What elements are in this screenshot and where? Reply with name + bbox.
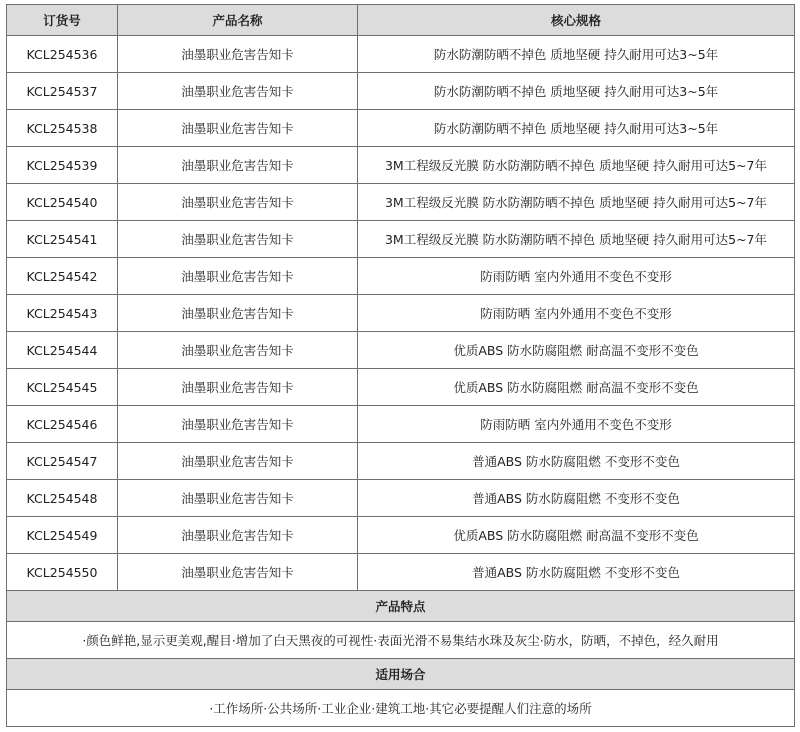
core-spec-cell: 普通ABS 防水防腐阻燃 不变形不变色 [358, 443, 795, 480]
core-spec-cell: 防雨防晒 室内外通用不变色不变形 [358, 258, 795, 295]
usage-header-row [7, 659, 795, 690]
order-number-cell: KCL254542 [7, 258, 118, 295]
features-title: 产品特点 [7, 591, 795, 622]
table-row [7, 554, 795, 591]
product-name-cell: 油墨职业危害告知卡 [118, 332, 358, 369]
product-name-cell: 油墨职业危害告知卡 [118, 554, 358, 591]
product-name-cell: 油墨职业危害告知卡 [118, 73, 358, 110]
table-row [7, 110, 795, 147]
order-number-cell: KCL254550 [7, 554, 118, 591]
header-order-number: 订货号 [7, 5, 118, 36]
table-row [7, 443, 795, 480]
table-header-row [7, 5, 795, 36]
product-name-cell: 油墨职业危害告知卡 [118, 369, 358, 406]
order-number-cell: KCL254538 [7, 110, 118, 147]
core-spec-cell: 普通ABS 防水防腐阻燃 不变形不变色 [358, 480, 795, 517]
header-product-name: 产品名称 [118, 5, 358, 36]
features-header-row [7, 591, 795, 622]
order-number-cell: KCL254544 [7, 332, 118, 369]
core-spec-cell: 普通ABS 防水防腐阻燃 不变形不变色 [358, 554, 795, 591]
table-row [7, 517, 795, 554]
table-row [7, 480, 795, 517]
product-name-cell: 油墨职业危害告知卡 [118, 110, 358, 147]
features-body-row [7, 622, 795, 659]
product-name-cell: 油墨职业危害告知卡 [118, 480, 358, 517]
usage-title: 适用场合 [7, 659, 795, 690]
order-number-cell: KCL254537 [7, 73, 118, 110]
order-number-cell: KCL254536 [7, 36, 118, 73]
table-row [7, 332, 795, 369]
table-row [7, 406, 795, 443]
core-spec-cell: 优质ABS 防水防腐阻燃 耐高温不变形不变色 [358, 517, 795, 554]
core-spec-cell: 3M工程级反光膜 防水防潮防晒不掉色 质地坚硬 持久耐用可达5~7年 [358, 184, 795, 221]
order-number-cell: KCL254546 [7, 406, 118, 443]
table-row [7, 184, 795, 221]
core-spec-cell: 3M工程级反光膜 防水防潮防晒不掉色 质地坚硬 持久耐用可达5~7年 [358, 147, 795, 184]
core-spec-cell: 防雨防晒 室内外通用不变色不变形 [358, 406, 795, 443]
table-row [7, 369, 795, 406]
product-name-cell: 油墨职业危害告知卡 [118, 184, 358, 221]
product-name-cell: 油墨职业危害告知卡 [118, 295, 358, 332]
order-number-cell: KCL254540 [7, 184, 118, 221]
product-name-cell: 油墨职业危害告知卡 [118, 147, 358, 184]
core-spec-cell: 防水防潮防晒不掉色 质地坚硬 持久耐用可达3~5年 [358, 36, 795, 73]
features-text: ·颜色鲜艳,显示更美观,醒目·增加了白天黑夜的可视性·表面光滑不易集结水珠及灰尘·防水，防晒，不掉色，经久耐用 [7, 622, 795, 659]
table-row [7, 221, 795, 258]
table-row [7, 73, 795, 110]
core-spec-cell: 优质ABS 防水防腐阻燃 耐高温不变形不变色 [358, 332, 795, 369]
usage-body-row [7, 690, 795, 727]
core-spec-cell: 防水防潮防晒不掉色 质地坚硬 持久耐用可达3~5年 [358, 73, 795, 110]
core-spec-cell: 防水防潮防晒不掉色 质地坚硬 持久耐用可达3~5年 [358, 110, 795, 147]
product-name-cell: 油墨职业危害告知卡 [118, 406, 358, 443]
core-spec-cell: 3M工程级反光膜 防水防潮防晒不掉色 质地坚硬 持久耐用可达5~7年 [358, 221, 795, 258]
core-spec-cell: 优质ABS 防水防腐阻燃 耐高温不变形不变色 [358, 369, 795, 406]
order-number-cell: KCL254545 [7, 369, 118, 406]
product-name-cell: 油墨职业危害告知卡 [118, 258, 358, 295]
order-number-cell: KCL254547 [7, 443, 118, 480]
order-number-cell: KCL254548 [7, 480, 118, 517]
table-row [7, 36, 795, 73]
order-number-cell: KCL254543 [7, 295, 118, 332]
order-number-cell: KCL254541 [7, 221, 118, 258]
order-number-cell: KCL254549 [7, 517, 118, 554]
product-name-cell: 油墨职业危害告知卡 [118, 517, 358, 554]
product-name-cell: 油墨职业危害告知卡 [118, 36, 358, 73]
order-number-cell: KCL254539 [7, 147, 118, 184]
table-row [7, 258, 795, 295]
header-core-spec: 核心规格 [358, 5, 795, 36]
product-name-cell: 油墨职业危害告知卡 [118, 443, 358, 480]
table-row [7, 147, 795, 184]
table-row [7, 295, 795, 332]
product-name-cell: 油墨职业危害告知卡 [118, 221, 358, 258]
product-spec-table [6, 4, 795, 727]
core-spec-cell: 防雨防晒 室内外通用不变色不变形 [358, 295, 795, 332]
usage-text: ·工作场所·公共场所·工业企业·建筑工地·其它必要提醒人们注意的场所 [7, 690, 795, 727]
